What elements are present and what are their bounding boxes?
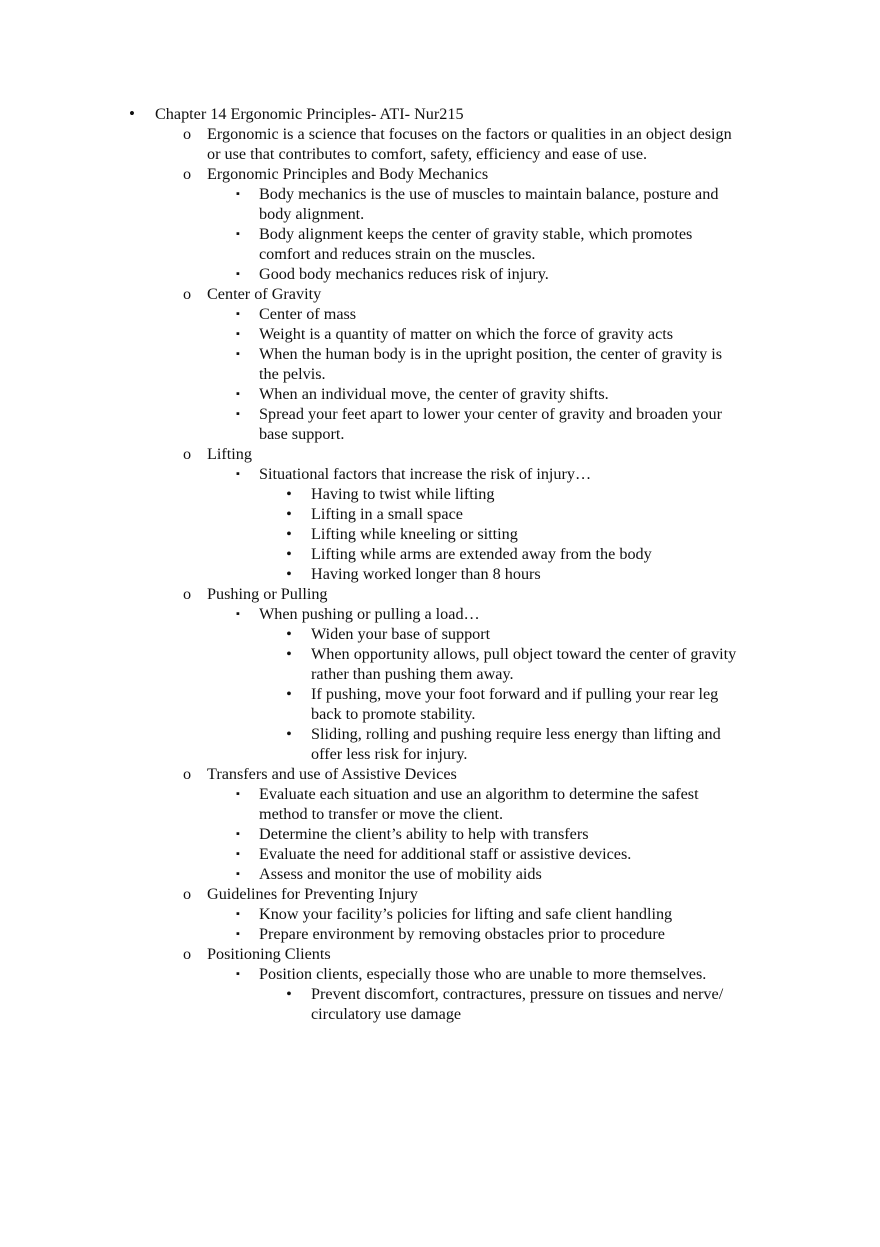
sub-list-item-text: Prevent discomfort, contractures, pressure on tissues and nerve/ bbox=[311, 985, 724, 1003]
bullet-icon: • bbox=[286, 685, 292, 703]
section-heading bbox=[0, 944, 880, 964]
outline-title: Chapter 14 Ergonomic Principles- ATI- Nur215 bbox=[155, 105, 464, 123]
section-heading bbox=[0, 444, 880, 464]
list-item-text: Center of mass bbox=[259, 305, 357, 323]
bullet-icon: • bbox=[286, 645, 292, 663]
list-item bbox=[0, 784, 880, 804]
bullet-icon: ▪ bbox=[236, 468, 240, 480]
bullet-icon: • bbox=[286, 725, 292, 743]
bullet-icon: o bbox=[182, 285, 192, 303]
outline-section bbox=[0, 124, 880, 164]
bullet-icon: o bbox=[182, 945, 192, 963]
sub-list-item-text: Having worked longer than 8 hours bbox=[311, 565, 541, 583]
bullet-icon: ▪ bbox=[236, 348, 240, 360]
list-item bbox=[0, 324, 880, 344]
document-outline bbox=[0, 104, 880, 1024]
list-item bbox=[0, 604, 880, 624]
bullet-icon: o bbox=[182, 885, 192, 903]
list-item bbox=[0, 804, 880, 824]
bullet-icon: ▪ bbox=[236, 228, 240, 240]
section-heading-text: Lifting bbox=[207, 445, 252, 463]
outline-title-row bbox=[0, 104, 880, 124]
sub-list-item bbox=[0, 664, 880, 684]
bullet-icon: o bbox=[182, 125, 192, 143]
list-item-text: Weight is a quantity of matter on which the force of gravity acts bbox=[259, 325, 674, 343]
list-item bbox=[0, 204, 880, 224]
sub-list-item bbox=[0, 504, 880, 524]
sub-list-item bbox=[0, 724, 880, 744]
list-item bbox=[0, 264, 880, 284]
outline-section bbox=[0, 944, 880, 1024]
list-item bbox=[0, 844, 880, 864]
bullet-icon: • bbox=[286, 545, 292, 563]
bullet-icon: • bbox=[286, 625, 292, 643]
section-heading bbox=[0, 884, 880, 904]
bullet-icon: • bbox=[286, 525, 292, 543]
list-item bbox=[0, 244, 880, 264]
bullet-icon: ▪ bbox=[236, 788, 240, 800]
sub-list-item bbox=[0, 684, 880, 704]
sub-list-item-text: offer less risk for injury. bbox=[311, 745, 468, 763]
outline-section bbox=[0, 284, 880, 444]
list-item-text: When pushing or pulling a load… bbox=[259, 605, 480, 623]
sub-list-item bbox=[0, 544, 880, 564]
list-item-text: Body alignment keeps the center of gravity stable, which promotes bbox=[259, 225, 693, 243]
list-item bbox=[0, 824, 880, 844]
list-item bbox=[0, 364, 880, 384]
bullet-icon: ▪ bbox=[236, 968, 240, 980]
sub-list-item-text: back to promote stability. bbox=[311, 705, 476, 723]
list-item-text: Position clients, especially those who are unable to more themselves. bbox=[259, 965, 707, 983]
section-heading-text: Pushing or Pulling bbox=[207, 585, 328, 603]
section-heading-text: or use that contributes to comfort, safety, efficiency and ease of use. bbox=[207, 145, 648, 163]
outline-section bbox=[0, 164, 880, 284]
section-heading bbox=[0, 284, 880, 304]
outline-section bbox=[0, 584, 880, 764]
bullet-icon: ▪ bbox=[236, 828, 240, 840]
outline-sections bbox=[0, 124, 880, 1024]
list-item-text: Evaluate each situation and use an algorithm to determine the safest bbox=[259, 785, 699, 803]
section-heading-text: Guidelines for Preventing Injury bbox=[207, 885, 418, 903]
sub-list-item bbox=[0, 704, 880, 724]
bullet-icon: ▪ bbox=[236, 608, 240, 620]
sub-list-item-text: Sliding, rolling and pushing require less energy than lifting and bbox=[311, 725, 721, 743]
sub-list-item bbox=[0, 524, 880, 544]
list-item bbox=[0, 424, 880, 444]
list-item-text: Body mechanics is the use of muscles to maintain balance, posture and bbox=[259, 185, 719, 203]
sub-list-item bbox=[0, 564, 880, 584]
bullet-icon: ▪ bbox=[236, 388, 240, 400]
sub-list-item-text: Lifting while arms are extended away from the body bbox=[311, 545, 652, 563]
outline-section bbox=[0, 884, 880, 944]
list-item-text: Determine the client’s ability to help with transfers bbox=[259, 825, 589, 843]
bullet-icon: • bbox=[286, 485, 292, 503]
sub-list-item-text: circulatory use damage bbox=[311, 1005, 462, 1023]
bullet-icon: o bbox=[182, 445, 192, 463]
outline-section bbox=[0, 444, 880, 584]
list-item-text: Spread your feet apart to lower your center of gravity and broaden your bbox=[259, 405, 722, 423]
list-item-text: base support. bbox=[259, 425, 345, 443]
sub-list-item bbox=[0, 744, 880, 764]
section-heading-text: Ergonomic Principles and Body Mechanics bbox=[207, 165, 489, 183]
list-item-text: Good body mechanics reduces risk of injury. bbox=[259, 265, 549, 283]
sub-list-item-text: Widen your base of support bbox=[311, 625, 491, 643]
bullet-icon: o bbox=[182, 765, 192, 783]
sub-list-item bbox=[0, 644, 880, 664]
list-item-text: When the human body is in the upright position, the center of gravity is bbox=[259, 345, 723, 363]
section-heading bbox=[0, 164, 880, 184]
bullet-icon: • bbox=[286, 565, 292, 583]
list-item bbox=[0, 304, 880, 324]
bullet-icon: ▪ bbox=[236, 308, 240, 320]
list-item bbox=[0, 384, 880, 404]
list-item bbox=[0, 184, 880, 204]
list-item bbox=[0, 224, 880, 244]
bullet-icon: ▪ bbox=[236, 408, 240, 420]
list-item-text: method to transfer or move the client. bbox=[259, 805, 504, 823]
list-item-text: body alignment. bbox=[259, 205, 365, 223]
section-heading-text: Ergonomic is a science that focuses on the factors or qualities in an object design bbox=[207, 125, 732, 143]
sub-list-item-text: Lifting while kneeling or sitting bbox=[311, 525, 518, 543]
outline-section bbox=[0, 764, 880, 884]
list-item-text: Know your facility’s policies for lifting and safe client handling bbox=[259, 905, 673, 923]
bullet-icon: • bbox=[286, 985, 292, 1003]
list-item-text: the pelvis. bbox=[259, 365, 326, 383]
list-item bbox=[0, 864, 880, 884]
sub-list-item bbox=[0, 484, 880, 504]
section-heading bbox=[0, 584, 880, 604]
list-item bbox=[0, 964, 880, 984]
sub-list-item-text: When opportunity allows, pull object toward the center of gravity bbox=[311, 645, 737, 663]
section-heading bbox=[0, 144, 880, 164]
list-item bbox=[0, 344, 880, 364]
section-heading-text: Transfers and use of Assistive Devices bbox=[207, 765, 457, 783]
bullet-icon: o bbox=[182, 165, 192, 183]
bullet-icon: ▪ bbox=[236, 328, 240, 340]
bullet-icon: ▪ bbox=[236, 908, 240, 920]
sub-list-item-text: Having to twist while lifting bbox=[311, 485, 495, 503]
bullet-icon: o bbox=[182, 585, 192, 603]
list-item bbox=[0, 904, 880, 924]
list-item-text: Situational factors that increase the risk of injury… bbox=[259, 465, 592, 483]
sub-list-item-text: If pushing, move your foot forward and if pulling your rear leg bbox=[311, 685, 719, 703]
section-heading-text: Positioning Clients bbox=[207, 945, 331, 963]
sub-list-item bbox=[0, 624, 880, 644]
section-heading bbox=[0, 124, 880, 144]
list-item-text: When an individual move, the center of gravity shifts. bbox=[259, 385, 609, 403]
bullet-icon: ▪ bbox=[236, 848, 240, 860]
sub-list-item bbox=[0, 984, 880, 1004]
list-item bbox=[0, 404, 880, 424]
list-item-text: Assess and monitor the use of mobility aids bbox=[259, 865, 542, 883]
section-heading bbox=[0, 764, 880, 784]
bullet-icon: ▪ bbox=[236, 188, 240, 200]
list-item-text: Evaluate the need for additional staff or assistive devices. bbox=[259, 845, 632, 863]
list-item-text: Prepare environment by removing obstacles prior to procedure bbox=[259, 925, 665, 943]
bullet-icon: ▪ bbox=[236, 928, 240, 940]
sub-list-item-text: Lifting in a small space bbox=[311, 505, 463, 523]
sub-list-item-text: rather than pushing them away. bbox=[311, 665, 514, 683]
sub-list-item bbox=[0, 1004, 880, 1024]
bullet-icon: ▪ bbox=[236, 268, 240, 280]
list-item bbox=[0, 464, 880, 484]
bullet-icon: ▪ bbox=[236, 868, 240, 880]
section-heading-text: Center of Gravity bbox=[207, 285, 322, 303]
bullet-icon: • bbox=[129, 104, 135, 123]
list-item-text: comfort and reduces strain on the muscles. bbox=[259, 245, 536, 263]
list-item bbox=[0, 924, 880, 944]
bullet-icon: • bbox=[286, 505, 292, 523]
